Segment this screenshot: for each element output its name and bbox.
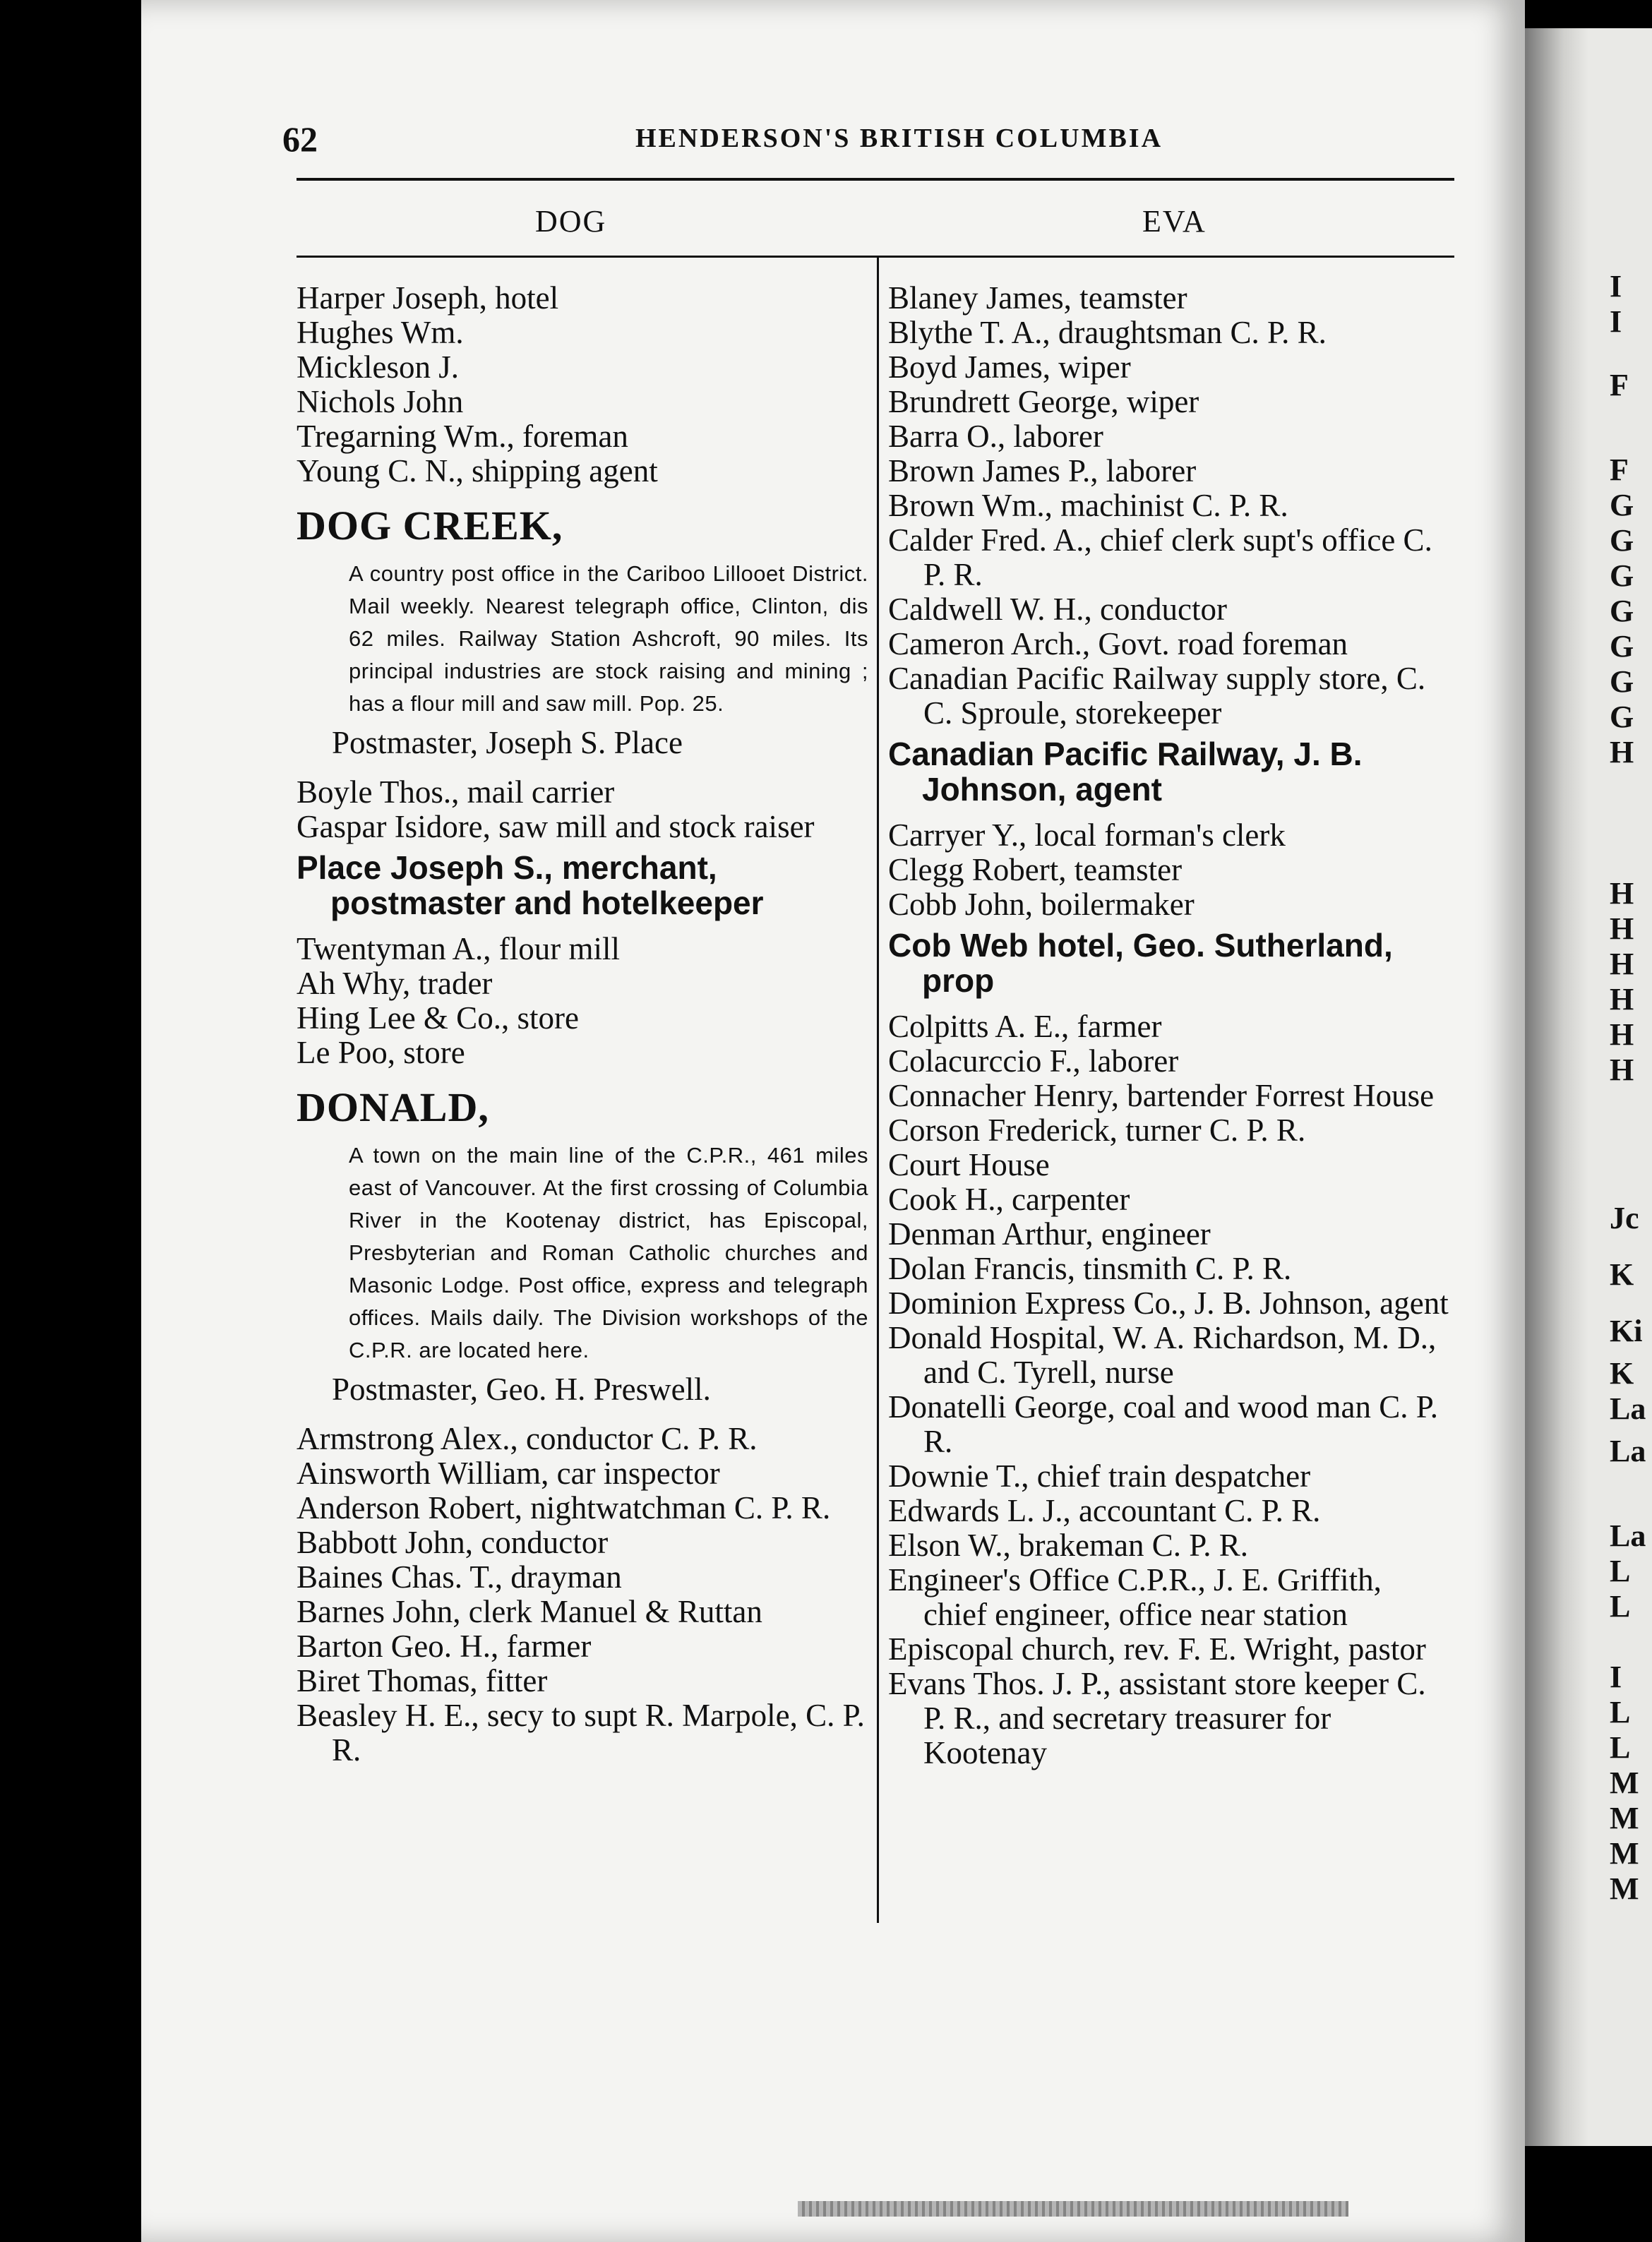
list-item: Brundrett George, wiper (888, 384, 1199, 419)
edge-letter: I (1610, 304, 1622, 339)
list-item: Brown James P., laborer (888, 453, 1197, 488)
featured-entry: Canadian Pacific Railway, J. B. Johnson, agent (888, 736, 1363, 808)
edge-letter: M (1610, 1766, 1639, 1800)
edge-letter: Ki (1610, 1314, 1643, 1348)
list-item: Calder Fred. A., chief clerk supt's office C. P. R. (888, 522, 1432, 592)
list-item: Gaspar Isidore, saw mill and stock raiser (297, 809, 815, 844)
edge-letter: La (1610, 1434, 1646, 1468)
list-item: Brown Wm., machinist C. P. R. (888, 488, 1288, 523)
list-item: Le Poo, store (297, 1035, 465, 1070)
list-item: Caldwell W. H., conductor (888, 592, 1227, 627)
list-item: Edwards L. J., accountant C. P. R. (888, 1493, 1321, 1528)
edge-letter: G (1610, 629, 1634, 664)
featured-entry: Cob Web hotel, Geo. Sutherland, prop (888, 927, 1393, 999)
edge-letter: L (1610, 1695, 1631, 1730)
scan-artifact (798, 2201, 1348, 2217)
edge-letter: La (1610, 1391, 1646, 1426)
edge-letter: M (1610, 1871, 1639, 1906)
list-item: Baines Chas. T., drayman (297, 1559, 622, 1595)
page-header (282, 119, 1454, 161)
list-item: Dolan Francis, tinsmith C. P. R. (888, 1251, 1292, 1286)
list-item: Cameron Arch., Govt. road foreman (888, 626, 1348, 661)
list-item: Blythe T. A., draughtsman C. P. R. (888, 315, 1327, 350)
list-item: Boyle Thos., mail carrier (297, 774, 615, 810)
list-item: Twentyman A., flour mill (297, 931, 621, 966)
postmaster-line: Postmaster, Joseph S. Place (332, 725, 683, 760)
edge-letter: La (1610, 1518, 1646, 1553)
list-item: Donald Hospital, W. A. Richardson, M. D., and C. Tyrell, nurse (888, 1320, 1437, 1390)
list-item: Tregarning Wm., foreman (297, 419, 628, 454)
list-item: Boyd James, wiper (888, 349, 1131, 385)
list-item: Cook H., carpenter (888, 1182, 1130, 1217)
edge-letter: H (1610, 735, 1634, 769)
edge-letter: F (1610, 452, 1629, 487)
edge-letter: L (1610, 1589, 1631, 1624)
guide-word-right: EVA (1142, 204, 1207, 239)
list-item: Canadian Pacific Railway supply store, C. C. Sproule, storekeeper (888, 661, 1426, 731)
section-description: A country post office in the Cariboo Lillooet District. Mail weekly. Nearest telegraph office, Clinton, dis 62 miles. Railway Station Ashcroft, 90 miles. Its principal industries are stock raising and mining ; has a flour mill and saw mill. Pop. 25. (349, 561, 868, 716)
edge-letter: H (1610, 1017, 1634, 1052)
edge-letter: L (1610, 1730, 1631, 1765)
list-item: Barnes John, clerk Manuel & Ruttan (297, 1594, 762, 1629)
list-item: Barton Geo. H., farmer (297, 1629, 592, 1664)
list-item: Nichols John (297, 384, 464, 419)
list-item: Babbott John, conductor (297, 1525, 609, 1560)
list-item: Hing Lee & Co., store (297, 1000, 579, 1036)
edge-letter: L (1610, 1554, 1631, 1588)
edge-letter: I (1610, 1660, 1622, 1694)
list-item: Dominion Express Co., J. B. Johnson, agent (888, 1285, 1449, 1321)
list-item: Denman Arthur, engineer (888, 1216, 1211, 1252)
list-item: Beasley H. E., secy to supt R. Marpole, C. P. R. (297, 1698, 865, 1768)
edge-letter: M (1610, 1801, 1639, 1835)
list-item: Evans Thos. J. P., assistant store keeper C. P. R., and secretary treasurer for Kootenay (888, 1666, 1426, 1770)
edge-letter: M (1610, 1836, 1639, 1871)
list-item: Ah Why, trader (297, 966, 493, 1001)
list-item: Engineer's Office C.P.R., J. E. Griffith, chief engineer, office near station (888, 1562, 1382, 1632)
list-item: Hughes Wm. (297, 315, 464, 350)
section-heading-dog-creek: DOG CREEK, (297, 503, 563, 548)
list-item: Ainsworth William, car inspector (297, 1456, 720, 1491)
edge-letter: G (1610, 488, 1634, 522)
list-item: Clegg Robert, teamster (888, 852, 1183, 887)
list-item: Downie T., chief train despatcher (888, 1458, 1311, 1494)
list-item: Court House (888, 1147, 1050, 1182)
header-rule (297, 178, 1454, 181)
edge-letter: G (1610, 594, 1634, 628)
postmaster-line: Postmaster, Geo. H. Preswell. (332, 1372, 711, 1407)
edge-letter: H (1610, 1053, 1634, 1087)
list-item: Connacher Henry, bartender Forrest House (888, 1078, 1435, 1113)
column-divider (877, 257, 879, 1923)
list-item: Armstrong Alex., conductor C. P. R. (297, 1421, 758, 1456)
edge-letter: G (1610, 664, 1634, 699)
edge-letter: F (1610, 368, 1629, 402)
list-item: Biret Thomas, fitter (297, 1663, 548, 1698)
edge-letter: H (1610, 876, 1634, 911)
list-item: Corson Frederick, turner C. P. R. (888, 1113, 1306, 1148)
list-item: Donatelli George, coal and wood man C. P. R. (888, 1389, 1439, 1459)
guide-word-left: DOG (535, 204, 607, 239)
edge-letter: I (1610, 269, 1622, 304)
edge-letter: Jc (1610, 1201, 1639, 1235)
list-item: Mickleson J. (297, 349, 459, 385)
list-item: Anderson Robert, nightwatchman C. P. R. (297, 1490, 831, 1525)
edge-letter: H (1610, 947, 1634, 981)
section-heading-donald: DONALD, (297, 1084, 489, 1130)
facing-page-letters (1610, 28, 1652, 2146)
list-item: Elson W., brakeman C. P. R. (888, 1528, 1249, 1563)
list-item: Colacurccio F., laborer (888, 1043, 1179, 1079)
edge-letter: G (1610, 558, 1634, 593)
right-column (888, 281, 1453, 1770)
edge-letter: K (1610, 1356, 1634, 1391)
list-item: Cobb John, boilermaker (888, 887, 1195, 922)
running-title: HENDERSON'S BRITISH COLUMBIA (635, 124, 1163, 153)
featured-entry: Place Joseph S., merchant, postmaster and hotelkeeper (297, 849, 764, 921)
facing-page-edge (1525, 28, 1652, 2146)
list-item: Barra O., laborer (888, 419, 1103, 454)
edge-letter: H (1610, 911, 1634, 946)
edge-letter: G (1610, 700, 1634, 734)
list-item: Carryer Y., local forman's clerk (888, 817, 1286, 853)
edge-letter: K (1610, 1257, 1634, 1292)
edge-letter: H (1610, 982, 1634, 1017)
guide-rule (297, 256, 1454, 258)
list-item: Young C. N., shipping agent (297, 453, 658, 488)
list-item: Colpitts A. E., farmer (888, 1009, 1162, 1044)
left-column (297, 281, 868, 1768)
book-gutter (1525, 28, 1588, 2146)
edge-letter: G (1610, 523, 1634, 558)
section-description: A town on the main line of the C.P.R., 461 miles east of Vancouver. At the first crossing of Columbia River in the Kootenay district, has Episcopal, Presbyterian and Roman Catholic churches and Masonic Lodge. Post office, express and telegraph offices. Mails daily. The Division workshops of the C.P.R. are located here. (349, 1143, 868, 1362)
list-item: Harper Joseph, hotel (297, 280, 559, 316)
page-number: 62 (282, 119, 318, 159)
list-item: Episcopal church, rev. F. E. Wright, pastor (888, 1631, 1426, 1667)
list-item: Blaney James, teamster (888, 280, 1187, 316)
